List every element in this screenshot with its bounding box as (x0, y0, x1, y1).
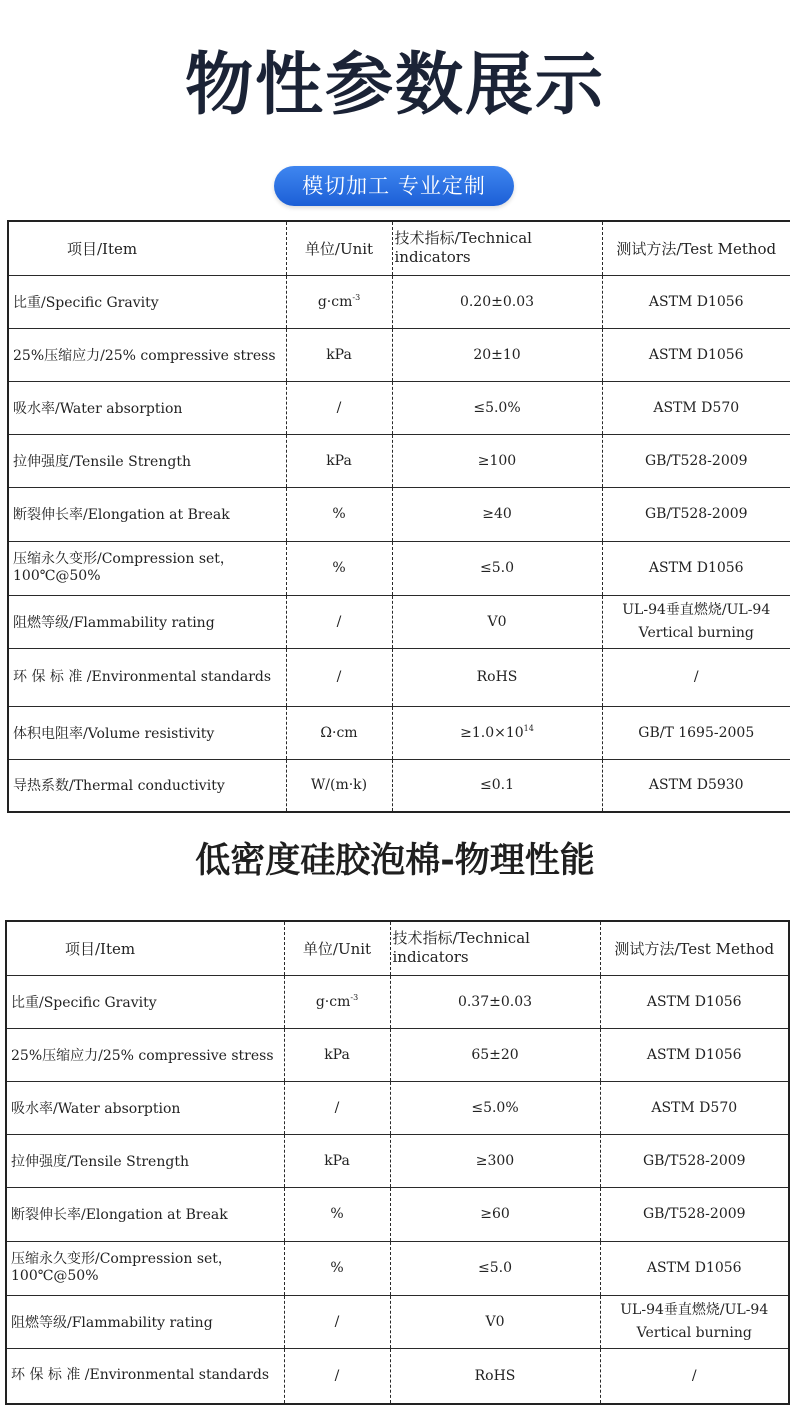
cell-unit (284, 975, 390, 1028)
properties-table-2 (5, 920, 790, 1405)
table-row (8, 759, 790, 812)
cell-value (392, 648, 602, 706)
value-text: RoHS (474, 1367, 516, 1384)
cell-unit (286, 648, 392, 706)
cell-method: GB/T 1695-2005 (602, 706, 790, 759)
cell-method: ASTM D1056 (600, 975, 789, 1028)
value-text: ≥100 (477, 452, 517, 469)
value-text: ≤5.0% (471, 1099, 519, 1116)
cell-value (390, 1241, 600, 1295)
cell-unit (284, 1028, 390, 1081)
cell-unit (286, 434, 392, 487)
table-row (8, 275, 790, 328)
cell-item: 体积电阻率/Volume resistivity (8, 706, 286, 759)
table-row (8, 434, 790, 487)
header-tech: 技术指标/Technical indicators (390, 921, 600, 975)
cell-value (390, 1295, 600, 1348)
cell-unit (286, 759, 392, 812)
cell-item: 25%压缩应力/25% compressive stress (6, 1028, 284, 1081)
value-exponent: 14 (523, 724, 534, 733)
table-row (6, 1081, 789, 1134)
cell-value (392, 487, 602, 541)
cell-method: ASTM D570 (600, 1081, 789, 1134)
unit-text: kPa (326, 346, 352, 363)
service-badge: 模切加工 专业定制 (274, 166, 514, 206)
cell-value (392, 595, 602, 648)
unit-text: g·cm (315, 994, 351, 1010)
value-text: 20±10 (473, 346, 521, 363)
cell-item: 阻燃等级/Flammability rating (8, 595, 286, 648)
header-method: 测试方法/Test Method (600, 921, 789, 975)
table-row (8, 706, 790, 759)
cell-item: 拉伸强度/Tensile Strength (8, 434, 286, 487)
unit-text: % (330, 1206, 344, 1222)
value-text: ≤5.0% (473, 399, 521, 416)
cell-value (390, 1081, 600, 1134)
cell-method: ASTM D1056 (602, 541, 790, 595)
cell-method: UL-94垂直燃烧/UL-94 Vertical burning (600, 1295, 789, 1348)
unit-exponent: -3 (352, 293, 361, 302)
value-text: ≥40 (482, 506, 512, 522)
value-text: 65±20 (471, 1046, 519, 1063)
cell-unit (286, 595, 392, 648)
cell-method: GB/T528-2009 (600, 1134, 789, 1187)
unit-text: kPa (324, 1152, 350, 1169)
unit-text: / (334, 1313, 340, 1330)
cell-unit (284, 1295, 390, 1348)
unit-exponent: -3 (350, 993, 359, 1002)
cell-method: GB/T528-2009 (602, 434, 790, 487)
table-row (8, 541, 790, 595)
table-row (8, 328, 790, 381)
unit-text: / (334, 1367, 340, 1384)
unit-text: g·cm (317, 294, 353, 310)
unit-text: % (330, 1260, 344, 1276)
value-text: 0.37±0.03 (457, 993, 533, 1010)
cell-method: GB/T528-2009 (600, 1187, 789, 1241)
cell-unit (284, 1241, 390, 1295)
value-text: ≤5.0 (480, 560, 514, 576)
table-row (6, 1295, 789, 1348)
unit-text: / (336, 613, 342, 630)
value-text: ≤5.0 (478, 1260, 512, 1276)
value-text: RoHS (476, 669, 518, 685)
cell-item: 断裂伸长率/Elongation at Break (8, 487, 286, 541)
section-title: 低密度硅胶泡棉-物理性能 (195, 841, 595, 881)
properties-table-1 (7, 220, 790, 813)
cell-item: 吸水率/Water absorption (6, 1081, 284, 1134)
cell-item: 吸水率/Water absorption (8, 381, 286, 434)
cell-method: ASTM D1056 (602, 328, 790, 381)
unit-text: / (334, 1099, 340, 1116)
cell-value (390, 1134, 600, 1187)
table-row (6, 1187, 789, 1241)
cell-unit (286, 381, 392, 434)
cell-item: 阻燃等级/Flammability rating (6, 1295, 284, 1348)
cell-unit (286, 706, 392, 759)
cell-method: / (602, 648, 790, 706)
header-item: 项目/Item (6, 921, 284, 975)
cell-item: 导热系数/Thermal conductivity (8, 759, 286, 812)
value-text: ≥60 (480, 1206, 510, 1222)
page-title: 物性参数展示 (184, 46, 605, 125)
table-row (8, 487, 790, 541)
value-text: ≤0.1 (480, 777, 514, 794)
cell-value (390, 975, 600, 1028)
table-row (8, 595, 790, 648)
unit-text: kPa (324, 1046, 350, 1063)
cell-unit (286, 541, 392, 595)
cell-value (392, 541, 602, 595)
cell-method: ASTM D1056 (602, 275, 790, 328)
value-text: 0.20±0.03 (459, 293, 535, 310)
cell-item: 环 保 标 准 /Environmental standards (6, 1348, 284, 1404)
cell-value (392, 328, 602, 381)
header-unit: 单位/Unit (284, 921, 390, 975)
unit-text: kPa (326, 452, 352, 469)
unit-text: % (332, 560, 346, 576)
cell-unit (284, 1348, 390, 1404)
cell-unit (286, 275, 392, 328)
cell-unit (284, 1081, 390, 1134)
cell-item: 拉伸强度/Tensile Strength (6, 1134, 284, 1187)
table-row (6, 1028, 789, 1081)
cell-value (390, 1187, 600, 1241)
table-body-1 (8, 221, 790, 812)
table-row (6, 975, 789, 1028)
cell-item: 压缩永久变形/Compression set，100℃@50% (6, 1241, 284, 1295)
unit-text: % (332, 506, 346, 522)
cell-unit (286, 328, 392, 381)
table-row (6, 1241, 789, 1295)
table-body-2 (6, 921, 789, 1404)
cell-item: 比重/Specific Gravity (6, 975, 284, 1028)
cell-item: 比重/Specific Gravity (8, 275, 286, 328)
cell-value (392, 759, 602, 812)
value-text: ≥300 (475, 1152, 515, 1169)
cell-unit (284, 1187, 390, 1241)
cell-value (392, 434, 602, 487)
header-tech: 技术指标/Technical indicators (392, 221, 602, 275)
cell-method: UL-94垂直燃烧/UL-94 Vertical burning (602, 595, 790, 648)
header-item: 项目/Item (8, 221, 286, 275)
cell-value (390, 1028, 600, 1081)
cell-value (392, 381, 602, 434)
cell-value (390, 1348, 600, 1404)
table-header-row (8, 221, 790, 275)
value-text: V0 (485, 1313, 505, 1330)
cell-item: 压缩永久变形/Compression set，100℃@50% (8, 541, 286, 595)
value-text: ≥1.0×10 (460, 725, 524, 741)
cell-unit (286, 487, 392, 541)
cell-method: GB/T528-2009 (602, 487, 790, 541)
header-unit: 单位/Unit (286, 221, 392, 275)
unit-text: W/(m·k) (310, 777, 368, 794)
table-row (8, 381, 790, 434)
cell-item: 25%压缩应力/25% compressive stress (8, 328, 286, 381)
unit-text: / (336, 669, 342, 685)
cell-unit (284, 1134, 390, 1187)
cell-method: ASTM D1056 (600, 1241, 789, 1295)
table-row (6, 1348, 789, 1404)
table-row (8, 648, 790, 706)
cell-method: ASTM D1056 (600, 1028, 789, 1081)
header-method: 测试方法/Test Method (602, 221, 790, 275)
value-text: V0 (487, 613, 507, 630)
cell-method: ASTM D570 (602, 381, 790, 434)
unit-text: / (336, 399, 342, 416)
unit-text: Ω·cm (320, 724, 358, 741)
cell-method: / (600, 1348, 789, 1404)
table-header-row (6, 921, 789, 975)
cell-value (392, 706, 602, 759)
cell-item: 环 保 标 准 /Environmental standards (8, 648, 286, 706)
table-row (6, 1134, 789, 1187)
cell-value (392, 275, 602, 328)
cell-method: ASTM D5930 (602, 759, 790, 812)
cell-item: 断裂伸长率/Elongation at Break (6, 1187, 284, 1241)
